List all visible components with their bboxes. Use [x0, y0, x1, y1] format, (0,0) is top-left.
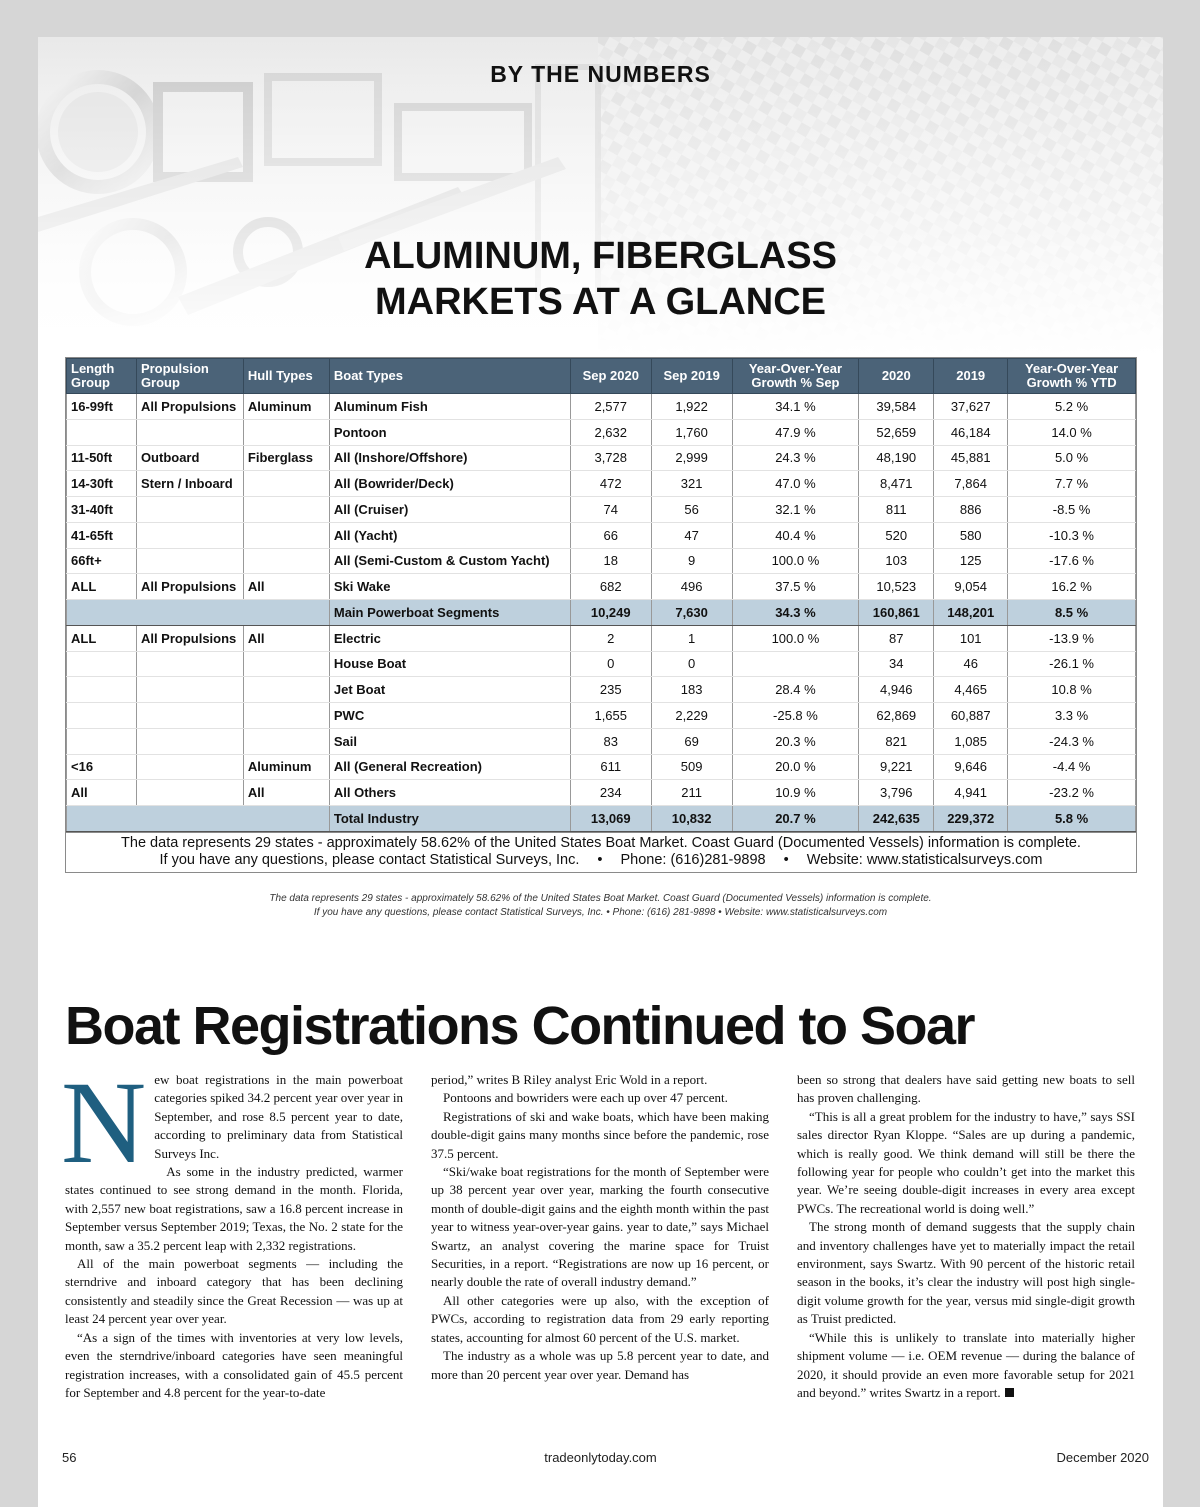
article-headline: Boat Registrations Continued to Soar — [65, 996, 975, 1056]
table-cell: Main Powerboat Segments — [329, 600, 570, 626]
table-cell: Outboard — [136, 445, 243, 471]
table-cell: 7.7 % — [1008, 471, 1136, 497]
table-cell: 69 — [651, 728, 732, 754]
column-header: 2019 — [934, 359, 1008, 394]
table-cell: 234 — [570, 780, 651, 806]
table-cell: 520 — [859, 522, 934, 548]
table-cell: 37.5 % — [732, 574, 859, 600]
contact-text: If you have any questions, please contact Statistical Surveys, Inc. — [159, 851, 580, 868]
table-cell: 9 — [651, 548, 732, 574]
table-cell: All (Bowrider/Deck) — [329, 471, 570, 497]
table-cell: 34.3 % — [732, 600, 859, 626]
table-cell: All Propulsions — [136, 625, 243, 651]
table-cell: 183 — [651, 677, 732, 703]
paragraph: Pontoons and bowriders were each up over 47 percent. — [443, 1090, 728, 1106]
table-cell: Stern / Inboard — [136, 471, 243, 497]
table-cell — [136, 651, 243, 677]
table-cell: All Others — [329, 780, 570, 806]
table-cell: 74 — [570, 497, 651, 523]
column-header: Length Group — [67, 359, 137, 394]
table-cell — [67, 728, 137, 754]
table-cell: 5.8 % — [1008, 806, 1136, 832]
table-cell: All (Cruiser) — [329, 497, 570, 523]
table-cell: 682 — [570, 574, 651, 600]
table-row — [67, 445, 1136, 471]
table-cell: 0 — [570, 651, 651, 677]
table-cell: 60,887 — [934, 703, 1008, 729]
table-row — [67, 651, 1136, 677]
table-note — [66, 832, 1136, 872]
table-cell: 1,760 — [651, 419, 732, 445]
table-cell — [67, 806, 330, 832]
hero-banner — [38, 37, 1163, 357]
table-cell: 10.8 % — [1008, 677, 1136, 703]
magazine-page — [38, 37, 1163, 1507]
table-cell: 3.3 % — [1008, 703, 1136, 729]
table-cell: -13.9 % — [1008, 625, 1136, 651]
table-cell: -26.1 % — [1008, 651, 1136, 677]
column-header: Year-Over-Year Growth % YTD — [1008, 359, 1136, 394]
table-cell: All — [243, 780, 329, 806]
table-cell: Aluminum — [243, 754, 329, 780]
table-cell: Sail — [329, 728, 570, 754]
table-cell: 2,577 — [570, 394, 651, 420]
table-row — [67, 497, 1136, 523]
column-header: Sep 2019 — [651, 359, 732, 394]
table-cell: 83 — [570, 728, 651, 754]
table-cell — [67, 419, 137, 445]
table-cell: 9,646 — [934, 754, 1008, 780]
table-header-row — [67, 359, 1136, 394]
table-cell: 37,627 — [934, 394, 1008, 420]
page-title — [38, 233, 1163, 325]
table-cell: 821 — [859, 728, 934, 754]
table-cell: 16.2 % — [1008, 574, 1136, 600]
table-cell: -10.3 % — [1008, 522, 1136, 548]
column-header: Sep 2020 — [570, 359, 651, 394]
table-cell: 321 — [651, 471, 732, 497]
table-cell: -25.8 % — [732, 703, 859, 729]
table-cell: 16-99ft — [67, 394, 137, 420]
subtotal-row — [67, 600, 1136, 626]
table-cell: 2,229 — [651, 703, 732, 729]
table-cell: All — [243, 574, 329, 600]
table-cell: All — [67, 780, 137, 806]
table-cell: 1,085 — [934, 728, 1008, 754]
table-cell: 10,832 — [651, 806, 732, 832]
drop-cap: N — [61, 1057, 147, 1188]
table-cell: -23.2 % — [1008, 780, 1136, 806]
table-row — [67, 419, 1136, 445]
table-cell: 20.7 % — [732, 806, 859, 832]
paragraph: All of the main powerboat segments — including the sterndrive and inboard category that has been declining consistently and steadily since the Great Recession — was up at least 24 percent year over year. — [65, 1256, 403, 1327]
table-cell: 100.0 % — [732, 625, 859, 651]
table-cell: Fiberglass — [243, 445, 329, 471]
paragraph: The strong month of demand suggests that the supply chain and inventory challenges have yet to materially impact the retail environment, says Swartz. With 90 percent of the historic retail season in the books, it’s clear the industry will post high single-digit volume growth for the year, versus mid single-digit growth as Truist predicted. — [797, 1219, 1135, 1327]
table-cell: 47.9 % — [732, 419, 859, 445]
table-cell: 242,635 — [859, 806, 934, 832]
paragraph: As some in the industry predicted, warmer states continued to see strong demand in the month. Florida, with 2,557 new boat registrations, saw a 16.8 percent increase in September versus September 2019; Texas, the No. 2 state for the month, saw a 35.2 percent leap with 2,332 registrations. — [65, 1164, 403, 1253]
table-cell: Total Industry — [329, 806, 570, 832]
table-cell: 1,922 — [651, 394, 732, 420]
table-cell: 32.1 % — [732, 497, 859, 523]
table-cell — [136, 548, 243, 574]
column-header: Hull Types — [243, 359, 329, 394]
website-text: Website: www.statisticalsurveys.com — [806, 851, 1043, 868]
table-cell — [243, 522, 329, 548]
table-cell: All (Inshore/Offshore) — [329, 445, 570, 471]
table-cell: 14-30ft — [67, 471, 137, 497]
bullet-separator: • — [783, 851, 789, 868]
caption-line-1: The data represents 29 states - approximately 58.62% of the United States Boat Market. Coast Guard (Documented Vessels) information is complete. — [269, 893, 932, 904]
table-cell: 66ft+ — [67, 548, 137, 574]
table-cell: 47 — [651, 522, 732, 548]
table-row — [67, 394, 1136, 420]
table-cell: 8,471 — [859, 471, 934, 497]
table-cell: 47.0 % — [732, 471, 859, 497]
table-cell: 11-50ft — [67, 445, 137, 471]
table-cell: 34.1 % — [732, 394, 859, 420]
table-row — [67, 471, 1136, 497]
table-cell: 20.0 % — [732, 754, 859, 780]
table-cell: 31-40ft — [67, 497, 137, 523]
table-cell — [136, 728, 243, 754]
table-cell: Ski Wake — [329, 574, 570, 600]
table-cell: 18 — [570, 548, 651, 574]
paragraph: “This is all a great problem for the industry to have,” says SSI sales director Ryan Kloppe. “Sales are up during a pandemic, which is really good. We think demand will still be there the following year for people who couldn’t get into the market this year. We’re seeing double-digit increases in every area except PWCs. The recreational world is doing well.” — [797, 1108, 1135, 1216]
table-cell: 66 — [570, 522, 651, 548]
column-header: Year-Over-Year Growth % Sep — [732, 359, 859, 394]
table-cell: 811 — [859, 497, 934, 523]
table-cell: 1,655 — [570, 703, 651, 729]
table-cell — [67, 651, 137, 677]
table-note-line-2 — [66, 852, 1136, 869]
title-line-1: ALUMINUM, FIBERGLASS — [364, 235, 837, 277]
table-cell: Jet Boat — [329, 677, 570, 703]
table-cell: 5.0 % — [1008, 445, 1136, 471]
table-cell — [732, 651, 859, 677]
paragraph: been so strong that dealers have said getting new boats to sell has proven challenging. — [797, 1072, 1135, 1106]
table-cell: All (General Recreation) — [329, 754, 570, 780]
table-cell: All (Yacht) — [329, 522, 570, 548]
table-cell: 2,999 — [651, 445, 732, 471]
table-cell: 611 — [570, 754, 651, 780]
table-cell: House Boat — [329, 651, 570, 677]
table-cell: 235 — [570, 677, 651, 703]
table-cell: 496 — [651, 574, 732, 600]
table-cell — [243, 548, 329, 574]
article-column-2 — [431, 1071, 769, 1384]
table-cell: Pontoon — [329, 419, 570, 445]
table-cell: 20.3 % — [732, 728, 859, 754]
table-row — [67, 677, 1136, 703]
table-cell — [243, 419, 329, 445]
table-cell: -4.4 % — [1008, 754, 1136, 780]
table-cell: 46 — [934, 651, 1008, 677]
table-cell: 7,630 — [651, 600, 732, 626]
table-cell: 8.5 % — [1008, 600, 1136, 626]
table-cell: 103 — [859, 548, 934, 574]
registrations-table — [66, 358, 1136, 832]
column-header: Boat Types — [329, 359, 570, 394]
table-cell — [136, 419, 243, 445]
table-cell: All Propulsions — [136, 394, 243, 420]
table-cell: 229,372 — [934, 806, 1008, 832]
table-cell: All — [243, 625, 329, 651]
table-cell: 0 — [651, 651, 732, 677]
table-row — [67, 703, 1136, 729]
table-cell: 34 — [859, 651, 934, 677]
table-row — [67, 625, 1136, 651]
table-cell: 4,946 — [859, 677, 934, 703]
section-label: BY THE NUMBERS — [490, 61, 711, 87]
table-cell: 886 — [934, 497, 1008, 523]
end-mark-icon — [1005, 1388, 1014, 1397]
table-cell: 13,069 — [570, 806, 651, 832]
table-cell: 125 — [934, 548, 1008, 574]
table-cell: ALL — [67, 574, 137, 600]
caption-line-2: If you have any questions, please contact Statistical Surveys, Inc. • Phone: (616) 281-9898 • Website: www.statisticalsurveys.com — [313, 907, 888, 918]
table-cell: 3,796 — [859, 780, 934, 806]
table-cell: -8.5 % — [1008, 497, 1136, 523]
paragraph: “Ski/wake boat registrations for the month of September were up 38 percent year over year, marking the fourth consecutive month of double-digit gains and the eighth month within the past year to witness year-over-year gains. year to date,” says Michael Swartz, an analyst covering the marine space for Truist Securities, in a report. “Registrations are now up 16 percent, or nearly double the rate of overall industry demand.” — [431, 1164, 769, 1290]
table-cell: 1 — [651, 625, 732, 651]
table-cell: 40.4 % — [732, 522, 859, 548]
table-cell: 5.2 % — [1008, 394, 1136, 420]
table-cell: 509 — [651, 754, 732, 780]
table-cell — [243, 703, 329, 729]
table-cell — [136, 754, 243, 780]
table-cell: Electric — [329, 625, 570, 651]
column-header: 2020 — [859, 359, 934, 394]
table-cell — [243, 728, 329, 754]
table-cell — [67, 677, 137, 703]
table-cell: 10,249 — [570, 600, 651, 626]
table-cell: 48,190 — [859, 445, 934, 471]
paragraph: period,” writes B Riley analyst Eric Wold in a report. — [431, 1072, 708, 1087]
table-cell: 56 — [651, 497, 732, 523]
table-cell: 580 — [934, 522, 1008, 548]
table-cell — [136, 703, 243, 729]
table-cell: 211 — [651, 780, 732, 806]
table-cell: -24.3 % — [1008, 728, 1136, 754]
table-cell: 62,869 — [859, 703, 934, 729]
table-caption — [38, 892, 1163, 920]
table-cell: 41-65ft — [67, 522, 137, 548]
table-cell: 101 — [934, 625, 1008, 651]
table-cell: 39,584 — [859, 394, 934, 420]
table-cell: 9,054 — [934, 574, 1008, 600]
table-row — [67, 574, 1136, 600]
paragraph: ew boat registrations in the main powerboat categories spiked 34.2 percent year over year in September, and rose 8.5 percent year to date, according to preliminary data from Statistical Surveys Inc. — [154, 1072, 403, 1161]
column-header: Propulsion Group — [136, 359, 243, 394]
table-cell — [67, 703, 137, 729]
bullet-separator: • — [597, 851, 603, 868]
table-cell: 472 — [570, 471, 651, 497]
table-cell: 10,523 — [859, 574, 934, 600]
table-cell: Aluminum — [243, 394, 329, 420]
footer-site: tradeonlytoday.com — [544, 1450, 657, 1465]
table-row — [67, 780, 1136, 806]
paragraph-text: “While this is unlikely to translate into materially higher shipment volume — i.e. OEM revenue — during the balance of 2020, it should provide an even more favorable setup for 2021 and beyond.” writes Swartz in a report. — [797, 1329, 1135, 1400]
table-cell: 87 — [859, 625, 934, 651]
paragraph: “As a sign of the times with inventories at very low levels, even the sterndrive/inboard categories have seen meaningful registration increases, with a consolidated gain of 45.5 percent for September and 4.8 percent for the year-to-date — [65, 1329, 403, 1400]
table-cell: Aluminum Fish — [329, 394, 570, 420]
table-cell: -17.6 % — [1008, 548, 1136, 574]
table-row — [67, 548, 1136, 574]
table-cell — [243, 677, 329, 703]
table-body — [67, 394, 1136, 832]
table-cell: 100.0 % — [732, 548, 859, 574]
table-cell — [243, 497, 329, 523]
total-row — [67, 806, 1136, 832]
table-cell: 160,861 — [859, 600, 934, 626]
article-column-3 — [797, 1071, 1135, 1402]
table-cell: 10.9 % — [732, 780, 859, 806]
table-cell — [243, 651, 329, 677]
table-cell: <16 — [67, 754, 137, 780]
table-cell — [243, 471, 329, 497]
table-cell — [136, 677, 243, 703]
table-cell: 2,632 — [570, 419, 651, 445]
paragraph: All other categories were up also, with the exception of PWCs, according to registration data from 29 early reporting states, accounting for almost 60 percent of the U.S. market. — [431, 1292, 769, 1345]
table-row — [67, 728, 1136, 754]
table-cell: 4,465 — [934, 677, 1008, 703]
paragraph: The industry as a whole was up 5.8 percent year to date, and more than 20 percent year over year. Demand has — [431, 1348, 769, 1382]
table-cell: All Propulsions — [136, 574, 243, 600]
statistics-table-box — [65, 357, 1137, 873]
paragraph — [797, 1329, 1135, 1403]
table-cell: 4,941 — [934, 780, 1008, 806]
table-cell — [136, 497, 243, 523]
table-cell: 148,201 — [934, 600, 1008, 626]
table-cell — [136, 780, 243, 806]
table-cell: PWC — [329, 703, 570, 729]
phone-text: Phone: (616)281-9898 — [620, 851, 766, 868]
title-line-2: MARKETS AT A GLANCE — [374, 281, 827, 323]
table-cell: 7,864 — [934, 471, 1008, 497]
table-cell: 24.3 % — [732, 445, 859, 471]
table-cell: 46,184 — [934, 419, 1008, 445]
table-cell: 2 — [570, 625, 651, 651]
table-cell: All (Semi-Custom & Custom Yacht) — [329, 548, 570, 574]
table-row — [67, 754, 1136, 780]
table-cell: 52,659 — [859, 419, 934, 445]
paragraph: Registrations of ski and wake boats, which have been making double-digit gains many months since before the pandemic, rose 37.5 percent. — [431, 1108, 769, 1161]
table-cell: 45,881 — [934, 445, 1008, 471]
table-row — [67, 522, 1136, 548]
table-cell: 28.4 % — [732, 677, 859, 703]
footer-date: December 2020 — [1056, 1450, 1149, 1465]
article-column-1 — [61, 1057, 403, 1402]
table-cell: 9,221 — [859, 754, 934, 780]
table-cell — [136, 522, 243, 548]
table-cell: 3,728 — [570, 445, 651, 471]
table-cell — [67, 600, 330, 626]
table-cell: 14.0 % — [1008, 419, 1136, 445]
table-note-line-1: The data represents 29 states - approximately 58.62% of the United States Boat Market. Coast Guard (Documented Vessels) information is complete. — [121, 834, 1081, 851]
table-cell: ALL — [67, 625, 137, 651]
page-number: 56 — [62, 1450, 77, 1465]
